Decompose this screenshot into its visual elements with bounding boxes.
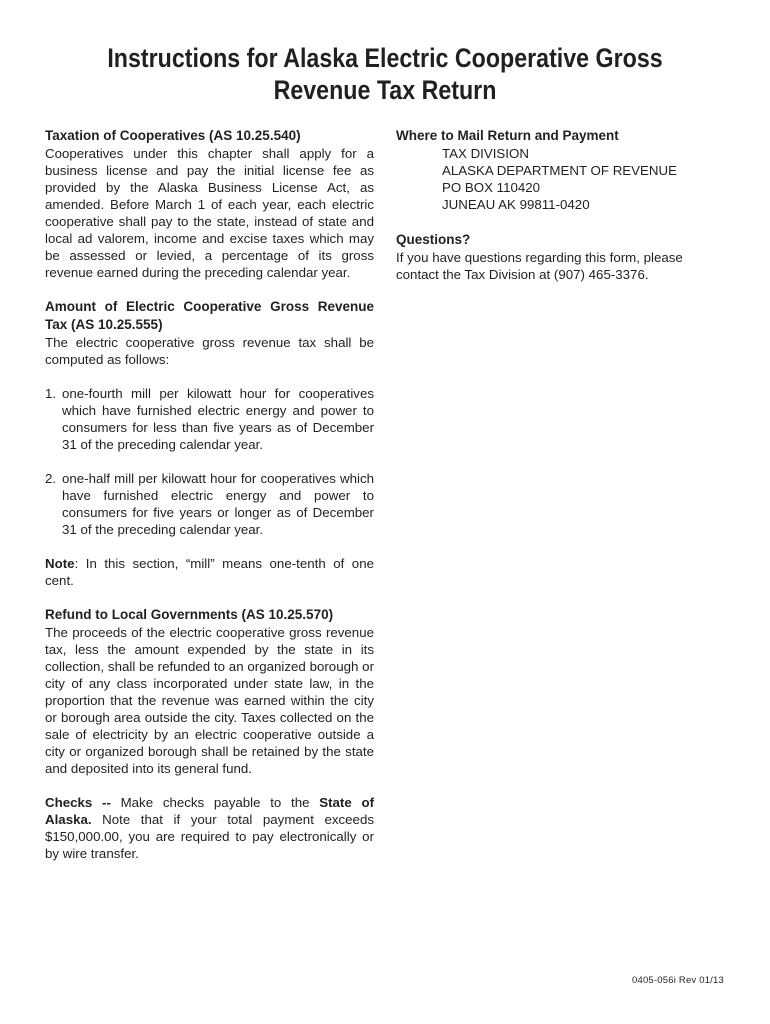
checks-text-2: Note that if your total payment exceeds $150,000.00, you are required to pay electronically or by wire transfer. (45, 812, 374, 861)
taxation-heading: Taxation of Cooperatives (AS 10.25.540) (45, 128, 301, 143)
checks-payee: State of Alaska. (45, 795, 374, 827)
taxation-body: Cooperatives under this chapter shall apply for a business license and pay the initial license fee as provided by the Alaska Business License Act, as amended. Before March 1 of each year, each electric cooperative shall pay to the state, instead of state and local ad valorem, income and excise taxes which may be assessed or levied, a percentage of its gross revenue earned during the preceding calendar year. (45, 146, 374, 280)
address-line: JUNEAU AK 99811-0420 (442, 197, 590, 212)
questions-heading: Questions? (396, 232, 471, 247)
note-text: : In this section, “mill” means one-tenth of one cent. (45, 556, 374, 588)
list-number: 2. (45, 471, 57, 486)
amount-body: The electric cooperative gross revenue tax shall be computed as follows: (45, 335, 374, 367)
checks-label: Checks -- (45, 795, 111, 810)
address-line: PO BOX 110420 (442, 180, 541, 195)
list-number: 1. (45, 386, 57, 401)
form-number: 0405-056i Rev 01/13 (631, 975, 724, 986)
note-paragraph (45, 555, 374, 589)
refund-section (45, 606, 374, 777)
amount-section (45, 298, 374, 368)
note-label: Note (45, 556, 75, 571)
amount-heading: Amount of Electric Cooperative Gross Revenue Tax (AS 10.25.555) (45, 299, 374, 332)
mail-heading: Where to Mail Return and Payment (396, 128, 619, 143)
page-title (88, 42, 681, 106)
address-line: TAX DIVISION (442, 146, 529, 161)
left-column (45, 127, 374, 879)
right-column (396, 127, 726, 283)
title-line-2: Revenue Tax Return (273, 75, 497, 105)
refund-heading: Refund to Local Governments (AS 10.25.570) (45, 607, 334, 622)
taxation-section (45, 127, 374, 281)
mailing-address (442, 145, 726, 213)
checks-paragraph (45, 794, 374, 862)
list-text: one-fourth mill per kilowatt hour for cooperatives which have furnished electric energy and power to consumers for less than five years as of December 31 of the preceding calendar year. (62, 386, 374, 452)
address-line: ALASKA DEPARTMENT OF REVENUE (442, 163, 677, 178)
refund-body: The proceeds of the electric cooperative gross revenue tax, less the amount expended by the state in its collection, shall be refunded to an organized borough or city of any class incorporated under state law, in the proportion that the revenue was earned within the city or borough area outside the city. Taxes collected on the sale of electricity by an electric cooperative outside a city or organized borough shall be retained by the state and deposited into its general fund. (45, 625, 374, 776)
title-line-1: Instructions for Alaska Electric Cooperative Gross (107, 43, 663, 73)
checks-text-1: Make checks payable to the (110, 795, 320, 810)
questions-body: If you have questions regarding this form, please contact the Tax Division at (907) 465-3376. (396, 250, 683, 282)
list-item (45, 470, 374, 538)
list-item (45, 385, 374, 453)
list-text: one-half mill per kilowatt hour for cooperatives which have furnished electric energy and power to consumers for five years or longer as of December 31 of the preceding calendar year. (62, 471, 374, 537)
